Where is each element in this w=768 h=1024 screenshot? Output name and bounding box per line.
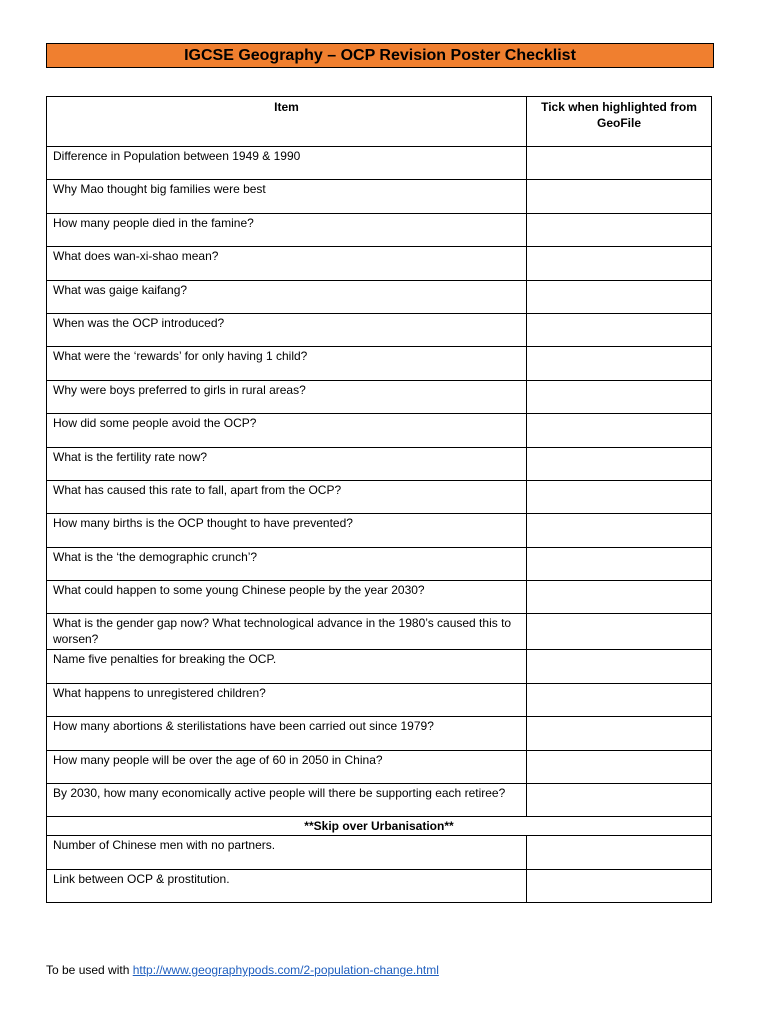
item-cell: What is the ‘the demographic crunch’? <box>47 547 527 580</box>
tick-cell[interactable] <box>527 247 712 280</box>
item-cell: What were the ‘rewards’ for only having 1 child? <box>47 347 527 380</box>
tick-cell[interactable] <box>527 447 712 480</box>
table-row <box>47 480 712 513</box>
table-row <box>47 614 712 650</box>
tick-cell[interactable] <box>527 514 712 547</box>
table-row <box>47 547 712 580</box>
footer <box>46 963 439 977</box>
table-row <box>47 784 712 817</box>
table-row <box>47 213 712 246</box>
tick-cell[interactable] <box>527 480 712 513</box>
geographypods-link[interactable]: http://www.geographypods.com/2-population-change.html <box>132 963 439 977</box>
item-cell: What was gaige kaifang? <box>47 280 527 313</box>
item-cell: How many births is the OCP thought to have prevented? <box>47 514 527 547</box>
tick-cell[interactable] <box>527 750 712 783</box>
tick-cell[interactable] <box>527 784 712 817</box>
header-item: Item <box>47 97 527 147</box>
tick-cell[interactable] <box>527 313 712 346</box>
page-title-text: IGCSE Geography – OCP Revision Poster Checklist <box>184 46 576 64</box>
table-row <box>47 717 712 750</box>
tick-cell[interactable] <box>527 280 712 313</box>
tick-cell[interactable] <box>527 869 712 902</box>
item-cell: What is the gender gap now? What technological advance in the 1980’s caused this to worsen? <box>47 614 527 650</box>
table-row <box>47 280 712 313</box>
table-row <box>47 683 712 716</box>
item-cell: When was the OCP introduced? <box>47 313 527 346</box>
table-row <box>47 414 712 447</box>
item-cell: By 2030, how many economically active people will there be supporting each retiree? <box>47 784 527 817</box>
item-cell: What is the fertility rate now? <box>47 447 527 480</box>
table-row <box>47 581 712 614</box>
table-row <box>47 180 712 213</box>
item-cell: What happens to unregistered children? <box>47 683 527 716</box>
item-cell: What does wan-xi-shao mean? <box>47 247 527 280</box>
table-row <box>47 514 712 547</box>
item-cell: What has caused this rate to fall, apart from the OCP? <box>47 480 527 513</box>
tick-cell[interactable] <box>527 683 712 716</box>
page-title <box>46 43 714 68</box>
checklist-body <box>47 147 712 903</box>
header-tick: Tick when highlighted from GeoFile <box>527 97 712 147</box>
table-row <box>47 447 712 480</box>
table-row <box>47 380 712 413</box>
tick-cell[interactable] <box>527 380 712 413</box>
item-cell: How did some people avoid the OCP? <box>47 414 527 447</box>
tick-cell[interactable] <box>527 614 712 650</box>
table-row <box>47 313 712 346</box>
item-cell: Name five penalties for breaking the OCP. <box>47 650 527 683</box>
tick-cell[interactable] <box>527 581 712 614</box>
item-cell: Why Mao thought big families were best <box>47 180 527 213</box>
tick-cell[interactable] <box>527 414 712 447</box>
item-cell: Number of Chinese men with no partners. <box>47 836 527 869</box>
tick-cell[interactable] <box>527 213 712 246</box>
item-cell: Link between OCP & prostitution. <box>47 869 527 902</box>
section-label: **Skip over Urbanisation** <box>47 817 712 836</box>
table-header-row <box>47 97 712 147</box>
tick-cell[interactable] <box>527 147 712 180</box>
footer-prefix: To be used with <box>46 963 133 977</box>
checklist-table <box>46 96 712 903</box>
table-row <box>47 347 712 380</box>
tick-cell[interactable] <box>527 650 712 683</box>
item-cell: How many people will be over the age of 60 in 2050 in China? <box>47 750 527 783</box>
table-row <box>47 650 712 683</box>
tick-cell[interactable] <box>527 547 712 580</box>
tick-cell[interactable] <box>527 717 712 750</box>
item-cell: Why were boys preferred to girls in rural areas? <box>47 380 527 413</box>
item-cell: How many abortions & sterilistations have been carried out since 1979? <box>47 717 527 750</box>
section-divider-row <box>47 817 712 836</box>
tick-cell[interactable] <box>527 836 712 869</box>
item-cell: How many people died in the famine? <box>47 213 527 246</box>
tick-cell[interactable] <box>527 180 712 213</box>
item-cell: What could happen to some young Chinese people by the year 2030? <box>47 581 527 614</box>
table-row <box>47 750 712 783</box>
tick-cell[interactable] <box>527 347 712 380</box>
table-row <box>47 869 712 902</box>
table-row <box>47 147 712 180</box>
item-cell: Difference in Population between 1949 & 1990 <box>47 147 527 180</box>
table-row <box>47 247 712 280</box>
table-row <box>47 836 712 869</box>
